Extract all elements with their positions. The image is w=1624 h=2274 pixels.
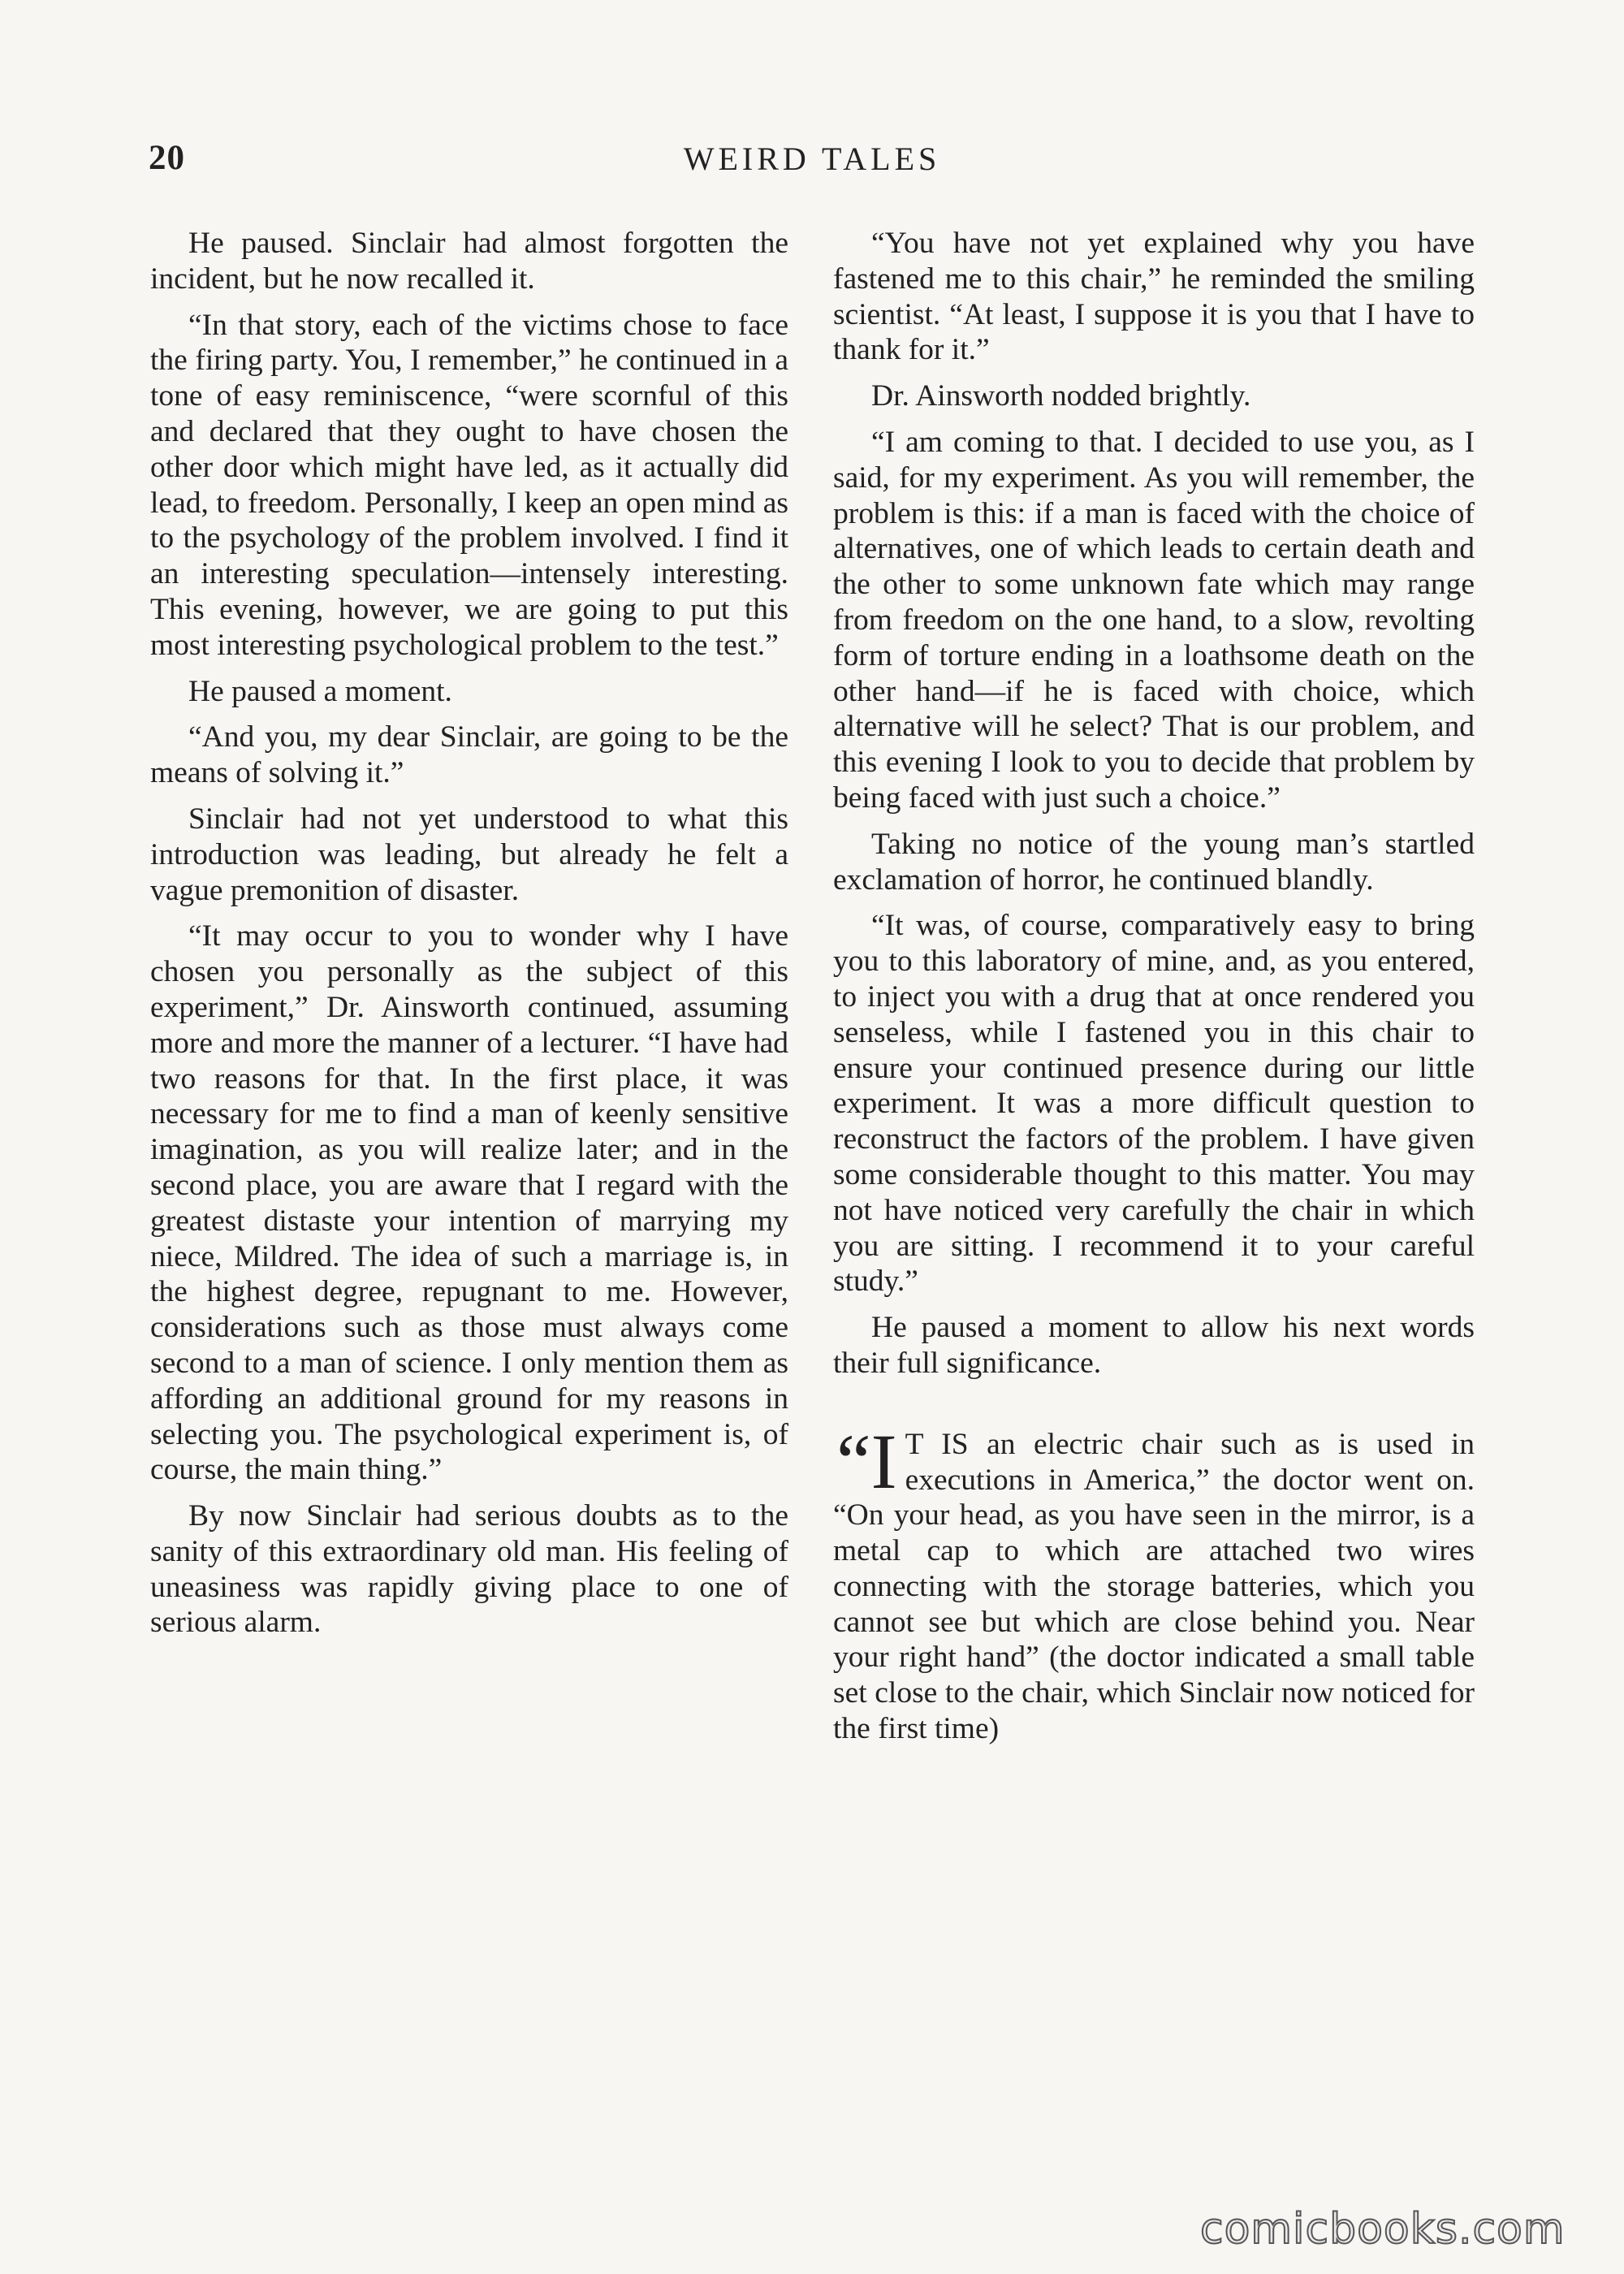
left-column [150, 226, 788, 1651]
running-head: WEIRD TALES [683, 141, 941, 177]
right-column [833, 226, 1475, 1757]
paragraph: “It was, of course, comparatively easy to bring you to this laboratory of mine, and, as you entered, to inject you with a drug that at once rendered you senseless, while I fastened you in this chair to ensure your continued presence during our little experiment. It was a more difficult question to reconstruct the factors of the problem. I have given some considerable thought to this matter. You may not have noticed very carefully the chair in which you are sitting. I recommend it to your careful study.” [833, 909, 1475, 1299]
drop-cap [836, 1417, 897, 1505]
drop-cap-letter: I [870, 1417, 897, 1505]
paragraph: “It may occur to you to wonder why I have chosen you personally as the subject of this experiment,” Dr. Ainsworth continued, assuming more and more the manner of a lecturer. “I have had two reasons for that. In the first place, it was necessary for me to find a man of keenly sensitive imagination, as you will realize later; and in the second place, you are aware that I regard with the greatest distaste your intention of marrying my niece, Mildred. The idea of such a marriage is, in the highest degree, repugnant to me. However, considerations such as those must always come second to a man of science. I only mention them as affording an additional ground for my reasons in selecting you. The psychological experiment is, of course, the main thing.” [150, 919, 788, 1487]
drop-cap-open-quote: “ [836, 1417, 871, 1505]
paragraph: “And you, my dear Sinclair, are going to be the means of solving it.” [150, 720, 788, 790]
paragraph: “In that story, each of the victims chose to face the firing party. You, I remember,” he continued in a tone of easy reminiscence, “were scornful of this and declared that they ought to have chosen the other door which might have led, as it actually did lead, to freedom. Personally, I keep an open mind as to the psychology of the problem involved. I find it an interesting speculation—intensely interesting. This evening, however, we are going to put this most interesting psychological problem to the test.” [150, 308, 788, 662]
paragraph: By now Sinclair had serious doubts as to the sanity of this extraordinary old man. His feeling of uneasiness was rapidly giving place to one of serious alarm. [150, 1499, 788, 1640]
watermark: comicbooks.com [1200, 2205, 1566, 2254]
paragraph: Dr. Ainsworth nodded brightly. [871, 379, 1251, 413]
page-number: 20 [149, 139, 185, 177]
paragraph: He paused. Sinclair had almost forgotten the incident, but he now recalled it. [150, 227, 788, 296]
section-text: T IS an electric chair such as is used in executions in America,” the doctor went on. “On your head, as you have seen in the mirror, is a metal cap to which are attached two wires connecting with the storage batteries, which you cannot see but which are close behind you. Near your right hand” (the doctor indicated a small table set close to the chair, which Sinclair now noticed for the first time) [833, 1427, 1475, 1746]
paragraph: “You have not yet explained why you have fastened me to this chair,” he reminded the smiling scientist. “At least, I suppose it is you that I have to thank for it.” [833, 227, 1475, 367]
paragraph: Sinclair had not yet understood to what this introduction was leading, but already he felt a vague premonition of disaster. [150, 802, 788, 907]
paragraph: He paused a moment to allow his next words their full significance. [833, 1311, 1475, 1380]
paragraph: “I am coming to that. I decided to use you, as I said, for my experiment. As you will remember, the problem is this: if a man is faced with the choice of alternatives, one of which leads to certain death and the other to some unknown fate which may range from freedom on the one hand, to a slow, revolting form of torture ending in a loathsome death on the other hand—if he is faced with choice, which alternative will he select? That is our problem, and this evening I look to you to decide that problem by being faced with just such a choice.” [833, 425, 1475, 815]
paragraph: Taking no notice of the young man’s startled exclamation of horror, he continued blandly. [833, 827, 1475, 897]
section-opening-paragraph [833, 1417, 1475, 1747]
paragraph: He paused a moment. [188, 674, 452, 708]
